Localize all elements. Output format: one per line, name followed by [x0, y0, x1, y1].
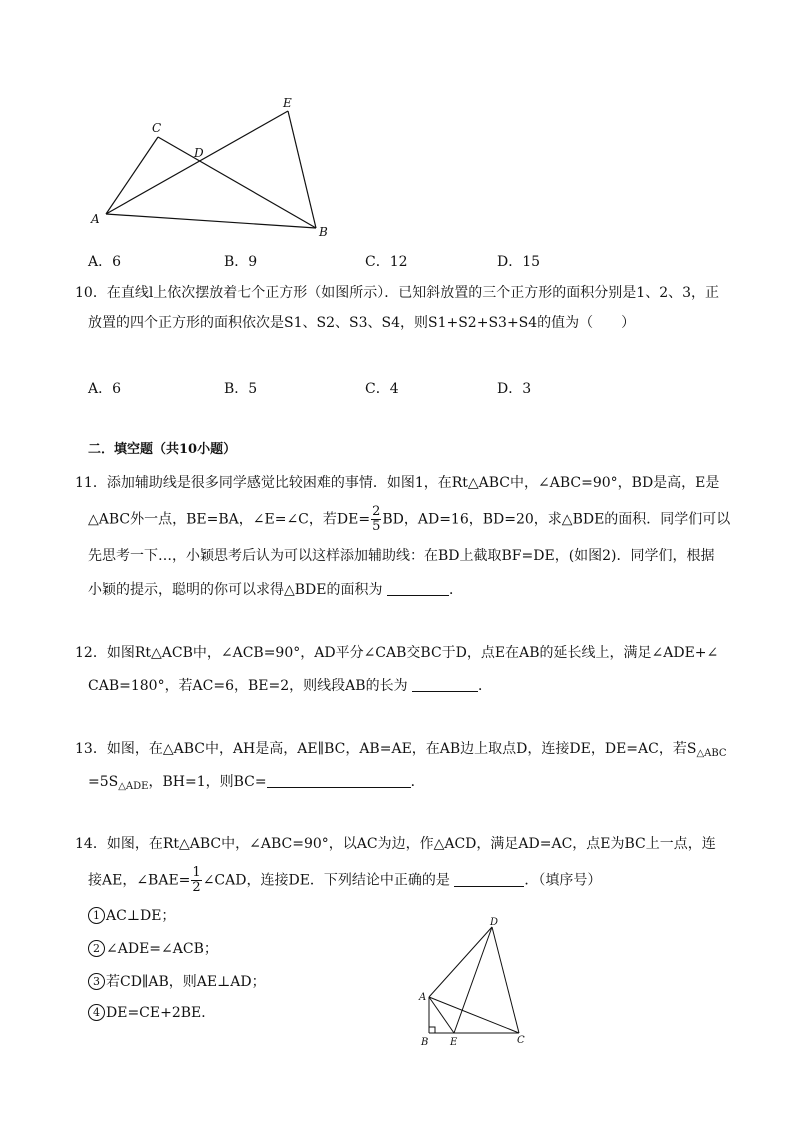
segment-dc — [492, 927, 519, 1033]
q9-option-d: D．15 — [497, 254, 541, 270]
q13-line2: $=5S_{\triangle ADE}$，BH=1，则BC= ． — [88, 774, 425, 792]
q13-answer-blank[interactable] — [267, 773, 411, 788]
label-b: B — [319, 225, 328, 239]
q10-option-c: C．4 — [365, 381, 399, 397]
q11-line1: 11．添加辅助线是很多同学感觉比较困难的事情．如图1，在Rt△ABC中，∠ABC=90°，BD是高，E是 — [75, 475, 720, 491]
label-c: C — [517, 1035, 525, 1046]
segment-eb — [288, 111, 316, 228]
q12-line1: 12．如图Rt△ACB中，∠ACB=90°，AD平分∠CAB交BC于D，点E在AB的延长线上，满足∠ADE+∠ — [75, 645, 719, 661]
q10-option-a: A．6 — [88, 381, 122, 397]
label-d: D — [194, 146, 204, 160]
q10-line2: 放置的四个正方形的面积依次是S1、S2、S3、S4，则S1+S2+S3+S4的值为（ ） — [88, 315, 636, 331]
label-a: A — [91, 212, 100, 226]
label-e: E — [283, 96, 292, 110]
segment-ac — [106, 137, 158, 214]
q9-option-c: C．12 — [365, 254, 408, 270]
q14-item-3: 3 若CD∥AB，则AE⊥AD； — [88, 972, 266, 992]
q11-answer-blank[interactable] — [387, 581, 449, 596]
q11-fraction: $\frac{2}{5}$ — [372, 504, 381, 534]
q14-item-2: 2 ∠ADE=∠ACB； — [88, 939, 218, 959]
figure-q14-right-triangle — [410, 915, 540, 1050]
q14-line2: 接AE，∠BAE= $\frac{1}{2}$ ∠CAD，连接DE．下列结论中正确的是 ．（填序号） — [88, 865, 602, 895]
q11-line2: △ABC外一点，BE=BA，∠E=∠C，若DE= $\frac{2}{5}$ BD，AD=16，BD=20，求△BDE的面积．同学们可以 — [88, 504, 731, 534]
q14-item-4: 4 DE=CE+2BE． — [88, 1003, 215, 1023]
q10-line1: 10．在直线l上依次摆放着七个正方形（如图所示）．已知斜放置的三个正方形的面积分别是1、2、3，正 — [75, 285, 720, 301]
q10-option-d: D．3 — [497, 381, 532, 397]
segment-ab — [106, 214, 316, 228]
q14-item-1: 1 AC⊥DE； — [88, 906, 175, 926]
q10-option-b: B．5 — [224, 381, 258, 397]
q9-option-b: B．9 — [224, 254, 258, 270]
right-angle-mark — [429, 1027, 435, 1033]
q14-fraction: $\frac{1}{2}$ — [192, 865, 201, 895]
segment-ad — [429, 927, 492, 997]
segment-ae — [106, 111, 288, 214]
q13-line1: 13．如图，在△ABC中，AH是高，AE∥BC，AB=AE，在AB边上取点D，连接DE，DE=AC，若$S_{\triangle ABC}$ — [75, 741, 727, 759]
label-d: D — [490, 917, 499, 928]
label-b: B — [421, 1037, 429, 1048]
q11-line4: 小颖的提示，聪明的你可以求得△BDE的面积为 ． — [88, 582, 463, 598]
section-title-fill-in: 二．填空题（共10小题） — [88, 442, 237, 457]
figure-triangles-abcde — [80, 95, 340, 245]
segment-de — [454, 927, 492, 1033]
q14-answer-blank[interactable] — [454, 872, 524, 887]
q9-option-a: A．6 — [88, 254, 122, 270]
q12-line2: CAB=180°，若AC=6，BE=2，则线段AB的长为 ． — [88, 678, 493, 694]
segment-cb — [158, 137, 316, 228]
q14-line1: 14．如图，在Rt△ABC中，∠ABC=90°，以AC为边，作△ACD，满足AD=AC，点E为BC上一点，连 — [75, 836, 716, 852]
label-c: C — [152, 121, 162, 135]
q11-line3: 先思考一下…，小颖思考后认为可以这样添加辅助线：在BD上截取BF=DE，(如图2)．同学们，根据 — [88, 548, 715, 564]
q12-answer-blank[interactable] — [412, 677, 478, 692]
segment-ac — [429, 997, 519, 1033]
label-e: E — [450, 1037, 458, 1048]
label-a: A — [419, 992, 427, 1003]
